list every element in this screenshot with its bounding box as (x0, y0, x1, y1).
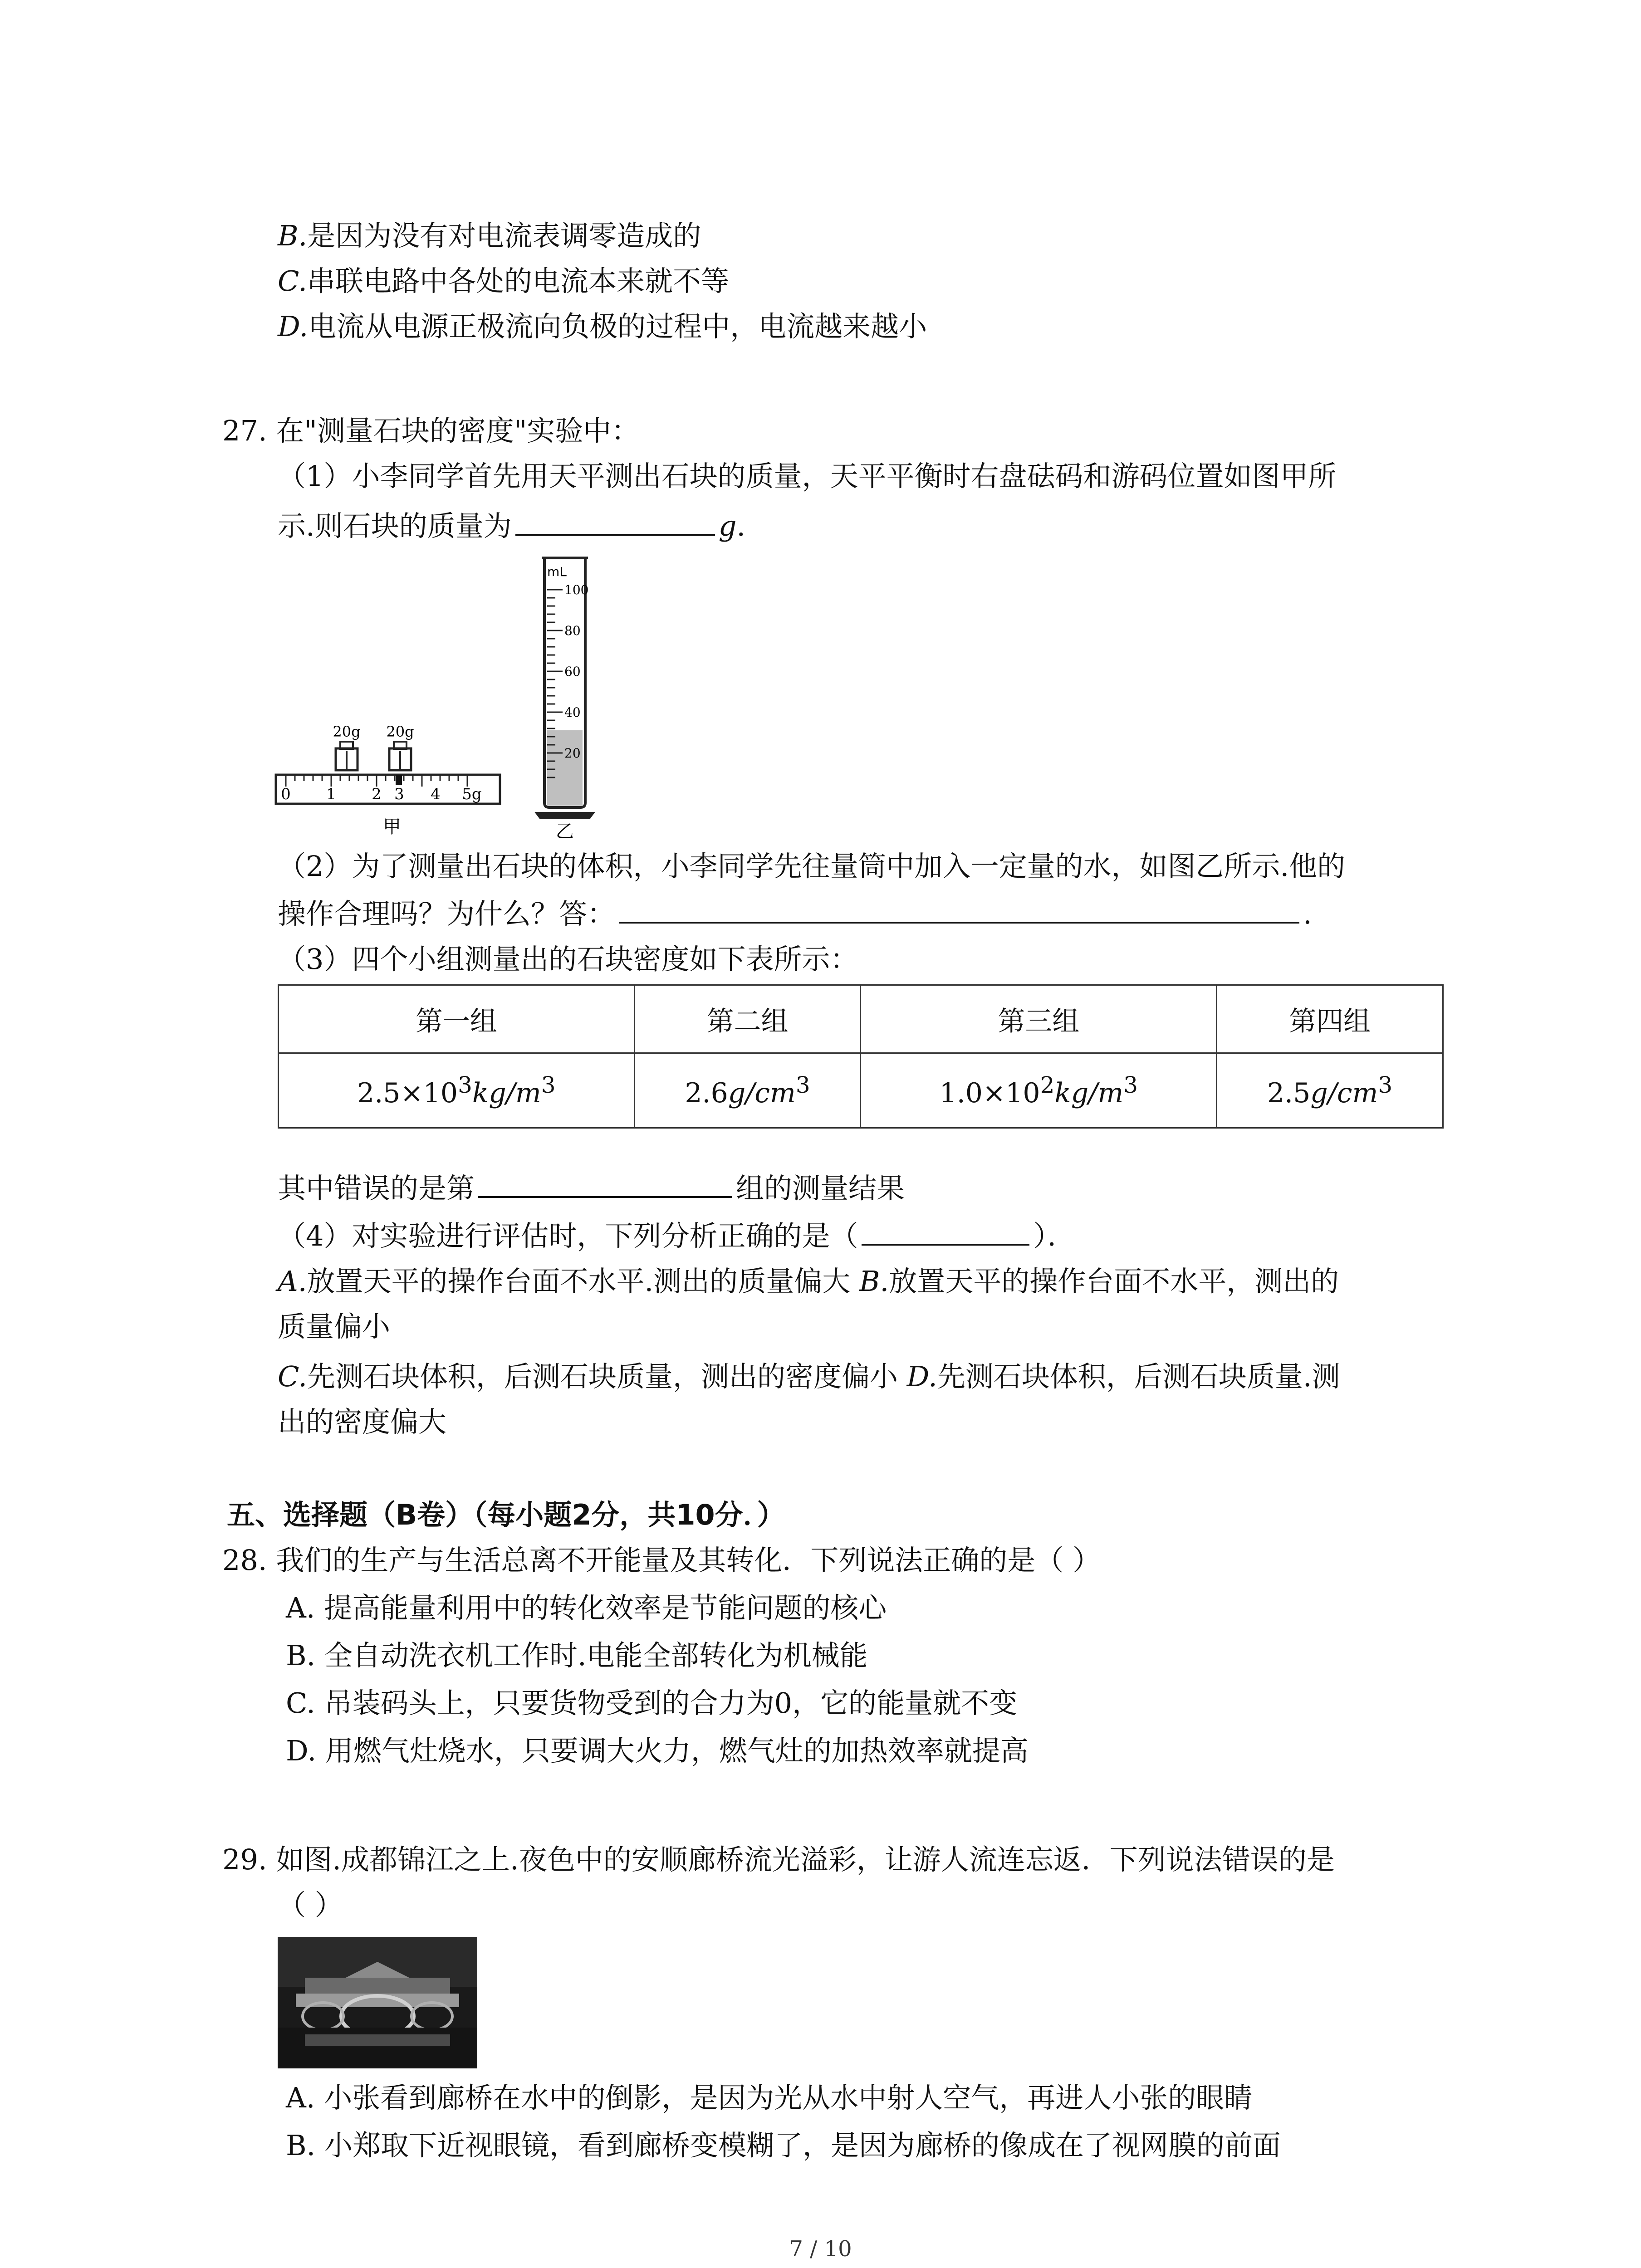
weight-1-label: 20g (333, 726, 361, 740)
reason-answer-blank[interactable] (619, 892, 1299, 924)
q27-part2-line2 (278, 891, 1312, 937)
q27-part3-text: 其中错误的是第 (278, 1172, 475, 1205)
option-letter: C. (278, 1360, 307, 1393)
period: . (736, 509, 746, 543)
water-level (547, 730, 583, 806)
q26-option-d (278, 304, 927, 349)
q27-part4 (278, 1213, 1075, 1259)
svg-text:5g: 5g (462, 785, 482, 803)
mass-unit: g (718, 509, 737, 543)
table-header: 第二组 (634, 985, 861, 1053)
rider-marker (396, 775, 402, 785)
q27-option-d-cont: 出的密度偏大 (278, 1405, 447, 1438)
page-number: 7 / 10 (789, 2236, 852, 2262)
choice-answer-blank[interactable] (862, 1214, 1029, 1246)
period: . (1303, 897, 1312, 930)
table-header: 第一组 (279, 985, 635, 1053)
weight-1 (336, 742, 358, 770)
q27-part1-line1: （1）小李同学首先用天平测出石块的质量，天平平衡时右盘砝码和游码位置如图甲所 (278, 459, 1337, 493)
option-text: 是因为没有对电流表调零造成的 (307, 219, 701, 252)
option-text: 串联电路中各处的电流本来就不等 (307, 264, 729, 298)
svg-text:100: 100 (564, 582, 589, 597)
weight-2-label: 20g (386, 726, 414, 740)
option-letter: B. (278, 219, 308, 252)
table-header: 第四组 (1217, 985, 1443, 1053)
q27-part3-text-end: 组的测量结果 (736, 1172, 905, 1205)
q26-option-c (278, 259, 729, 304)
q29-stem-cont: （ ） (278, 1888, 343, 1921)
section-heading: 五、选择题（B卷）（每小题2分，共10分．） (227, 1498, 785, 1531)
q27-options-ab (278, 1259, 1339, 1304)
svg-text:60: 60 (564, 664, 581, 679)
cylinder-base (534, 812, 595, 819)
q27-part4-text-end: ）． (1033, 1219, 1076, 1252)
figure-jia-caption: 甲 (383, 816, 401, 837)
option-letter: D. (906, 1360, 937, 1393)
option-text: 电流从电源正极流向负极的过程中，电流越来越小 (308, 310, 927, 343)
table-cell: $2.6g/cm^3$ (634, 1053, 861, 1128)
q28-option-c: C. 吊装码头上，只要货物受到的合力为0，它的能量就不变 (286, 1686, 1018, 1720)
q27-stem: 27. 在"测量石块的密度"实验中： (222, 414, 640, 447)
option-letter: B. (859, 1265, 889, 1298)
q29-stem: 29. 如图.成都锦江之上.夜色中的安顺廊桥流光溢彩，让游人流连忘返．下列说法错误的是 (222, 1843, 1335, 1876)
q29-option-a: A. 小张看到廊桥在水中的倒影，是因为光从水中射人空气，再进人小张的眼睛 (286, 2081, 1253, 2114)
cylinder-unit: mL (547, 564, 567, 579)
svg-text:40: 40 (564, 705, 581, 720)
figure-yi-caption: 乙 (556, 821, 574, 839)
option-letter: A. (278, 1265, 307, 1298)
figure-jia-balance (272, 726, 508, 844)
q26-option-b (278, 213, 701, 259)
table-header-row (279, 985, 1443, 1053)
q27-part3-question (278, 1166, 905, 1211)
figure-yi-cylinder (531, 549, 599, 839)
table-cell: $2.5g/cm^3$ (1217, 1053, 1443, 1128)
table-cell: $2.5\times 10^3kg/m^3$ (279, 1053, 635, 1128)
svg-text:4: 4 (431, 785, 441, 803)
bridge-photo (278, 1937, 477, 2068)
q27-part4-text: （4）对实验进行评估时，下列分析正确的是（ (278, 1219, 858, 1252)
q27-options-cd (278, 1354, 1340, 1399)
density-table (278, 984, 1444, 1129)
q27-part1-text: 示.则石块的质量为 (278, 509, 512, 543)
table-row (279, 1053, 1443, 1128)
svg-text:0: 0 (281, 785, 291, 803)
svg-text:80: 80 (564, 623, 581, 638)
q28-option-d: D. 用燃气灶烧水，只要调大火力，燃气灶的加热效率就提高 (286, 1734, 1029, 1767)
q28-option-b: B. 全自动洗衣机工作时.电能全部转化为机械能 (286, 1639, 868, 1672)
svg-text:2: 2 (372, 785, 382, 803)
weight-2 (389, 742, 411, 770)
option-text: 先测石块体积，后测石块质量.测 (937, 1360, 1340, 1393)
svg-text:3: 3 (394, 785, 404, 803)
option-letter: C. (278, 264, 307, 298)
beam-scale-labels (281, 785, 482, 803)
q28-stem: 28. 我们的生产与生活总离不开能量及其转化．下列说法正确的是（ ） (222, 1544, 1101, 1577)
option-text: 放置天平的操作台面不水平.测出的质量偏大 (307, 1265, 851, 1298)
option-text: 放置天平的操作台面不水平，测出的 (889, 1265, 1339, 1298)
table-cell: $1.0\times 10^2kg/m^3$ (861, 1053, 1217, 1128)
q27-part2-line1: （2）为了测量出石块的体积，小李同学先往量筒中加入一定量的水，如图乙所示.他的 (278, 850, 1346, 883)
q27-part3: （3）四个小组测量出的石块密度如下表所示： (278, 943, 858, 976)
q27-part2-text: 操作合理吗？为什么？答： (278, 897, 616, 930)
wrong-group-blank[interactable] (478, 1166, 732, 1198)
option-letter: D. (278, 310, 309, 343)
q29-option-b: B. 小郑取下近视眼镜，看到廊桥变模糊了，是因为廊桥的像成在了视网膜的前面 (286, 2129, 1281, 2162)
table-header: 第三组 (861, 985, 1217, 1053)
q28-option-a: A. 提高能量利用中的转化效率是节能问题的核心 (286, 1591, 887, 1624)
q27-part1-line2 (278, 503, 745, 549)
svg-text:1: 1 (326, 785, 336, 803)
option-text: 先测石块体积，后测石块质量，测出的密度偏小 (307, 1360, 898, 1393)
svg-text:20: 20 (564, 746, 581, 761)
mass-answer-blank[interactable] (515, 504, 715, 536)
q27-option-b-cont: 质量偏小 (278, 1310, 391, 1343)
